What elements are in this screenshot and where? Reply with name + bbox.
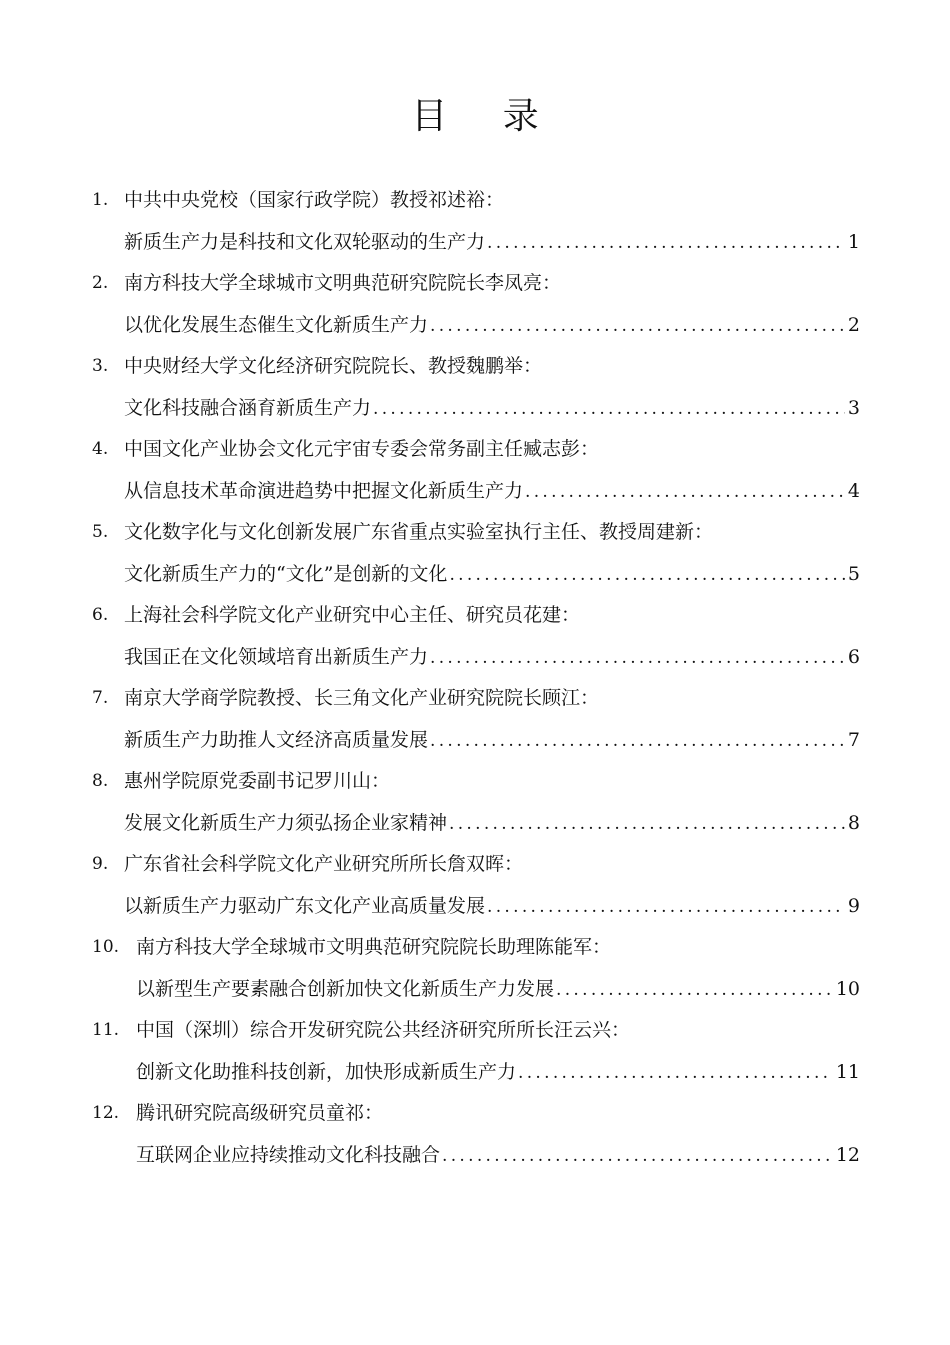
entry-number: 10. xyxy=(92,937,120,957)
page-number: 11 xyxy=(835,1061,860,1083)
entry-title-line[interactable] xyxy=(136,975,860,1003)
toc-entry[interactable] xyxy=(0,514,950,597)
page-number: 1 xyxy=(847,231,860,253)
entry-heading: 南方科技大学全球城市文明典范研究院院长李凤亮： xyxy=(124,272,562,294)
toc-entry[interactable] xyxy=(0,348,950,431)
dot-leader xyxy=(556,976,833,1004)
entry-heading: 文化数字化与文化创新发展广东省重点实验室执行主任、教授周建新： xyxy=(124,521,714,543)
entry-title: 以新型生产要素融合创新加快文化新质生产力发展 xyxy=(136,978,555,1000)
entry-title-line[interactable] xyxy=(124,311,860,339)
dot-leader xyxy=(449,810,845,838)
entry-title-line[interactable] xyxy=(124,892,860,920)
entry-title-line[interactable] xyxy=(124,560,860,588)
entry-title-line[interactable] xyxy=(124,228,860,256)
entry-title: 新质生产力助推人文经济高质量发展 xyxy=(124,729,429,751)
page-title: 目 录 xyxy=(411,96,561,137)
page-number: 2 xyxy=(847,314,860,336)
entry-title: 文化科技融合涵育新质生产力 xyxy=(124,397,372,419)
entry-title: 从信息技术革命演进趋势中把握文化新质生产力 xyxy=(124,480,524,502)
entry-number: 11. xyxy=(92,1020,120,1040)
entry-number: 1. xyxy=(92,190,109,210)
toc-entry[interactable] xyxy=(0,1095,950,1178)
page-number: 7 xyxy=(847,729,860,751)
page-number: 10 xyxy=(835,978,860,1000)
entry-title: 以新质生产力驱动广东文化产业高质量发展 xyxy=(124,895,486,917)
dot-leader xyxy=(525,478,845,506)
entry-title: 创新文化助推科技创新，加快形成新质生产力 xyxy=(136,1061,517,1083)
entry-heading: 南方科技大学全球城市文明典范研究院院长助理陈能军： xyxy=(136,936,612,958)
entry-title-line[interactable] xyxy=(136,1058,860,1086)
dot-leader xyxy=(430,727,845,755)
dot-leader xyxy=(487,229,845,257)
entry-title-line[interactable] xyxy=(124,809,860,837)
dot-leader xyxy=(442,1142,833,1170)
entry-title-line[interactable] xyxy=(124,726,860,754)
page-number: 12 xyxy=(835,1144,860,1166)
entry-number: 5. xyxy=(92,522,109,542)
entry-number: 9. xyxy=(92,854,109,874)
entry-title-line[interactable] xyxy=(124,643,860,671)
entry-heading: 中共中央党校（国家行政学院）教授祁述裕： xyxy=(124,189,505,211)
entry-heading: 广东省社会科学院文化产业研究所所长詹双晖： xyxy=(124,853,524,875)
page-number: 6 xyxy=(847,646,860,668)
entry-number: 7. xyxy=(92,688,109,708)
entry-title-line[interactable] xyxy=(124,394,860,422)
entry-number: 4. xyxy=(92,439,109,459)
dot-leader xyxy=(430,312,845,340)
toc-entry[interactable] xyxy=(0,431,950,514)
entry-heading: 腾讯研究院高级研究员童祁： xyxy=(136,1102,384,1124)
entry-title: 文化新质生产力的“文化”是创新的文化 xyxy=(124,563,448,585)
page-number: 3 xyxy=(847,397,860,419)
page-number: 5 xyxy=(847,563,860,585)
toc-entry[interactable] xyxy=(0,1012,950,1095)
toc-entry[interactable] xyxy=(0,265,950,348)
entry-heading: 南京大学商学院教授、长三角文化产业研究院院长顾江： xyxy=(124,687,600,709)
dot-leader xyxy=(487,893,845,921)
entry-number: 6. xyxy=(92,605,109,625)
toc-entry[interactable] xyxy=(0,763,950,846)
toc-entry[interactable] xyxy=(0,846,950,929)
entry-title: 新质生产力是科技和文化双轮驱动的生产力 xyxy=(124,231,486,253)
entry-number: 12. xyxy=(92,1103,120,1123)
toc-entry[interactable] xyxy=(0,680,950,763)
entry-title: 我国正在文化领域培育出新质生产力 xyxy=(124,646,429,668)
entry-heading: 中国文化产业协会文化元宇宙专委会常务副主任臧志彭： xyxy=(124,438,600,460)
entry-number: 2. xyxy=(92,273,109,293)
entry-heading: 上海社会科学院文化产业研究中心主任、研究员花建： xyxy=(124,604,581,626)
toc-entry[interactable] xyxy=(0,597,950,680)
entry-heading: 惠州学院原党委副书记罗川山： xyxy=(124,770,391,792)
toc-entry[interactable] xyxy=(0,929,950,1012)
entry-title: 发展文化新质生产力须弘扬企业家精神 xyxy=(124,812,448,834)
entry-number: 3. xyxy=(92,356,109,376)
dot-leader xyxy=(430,644,845,672)
entry-title: 互联网企业应持续推动文化科技融合 xyxy=(136,1144,441,1166)
entry-title: 以优化发展生态催生文化新质生产力 xyxy=(124,314,429,336)
table-of-contents xyxy=(0,182,950,1178)
dot-leader xyxy=(373,395,845,423)
page-number: 8 xyxy=(847,812,860,834)
dot-leader xyxy=(449,561,844,589)
dot-leader xyxy=(518,1059,833,1087)
entry-title-line[interactable] xyxy=(124,477,860,505)
entry-heading: 中央财经大学文化经济研究院院长、教授魏鹏举： xyxy=(124,355,543,377)
entry-number: 8. xyxy=(92,771,109,791)
page-number: 9 xyxy=(847,895,860,917)
page-number: 4 xyxy=(847,480,860,502)
entry-title-line[interactable] xyxy=(136,1141,860,1169)
entry-heading: 中国（深圳）综合开发研究院公共经济研究所所长汪云兴： xyxy=(136,1019,631,1041)
toc-entry[interactable] xyxy=(0,182,950,265)
